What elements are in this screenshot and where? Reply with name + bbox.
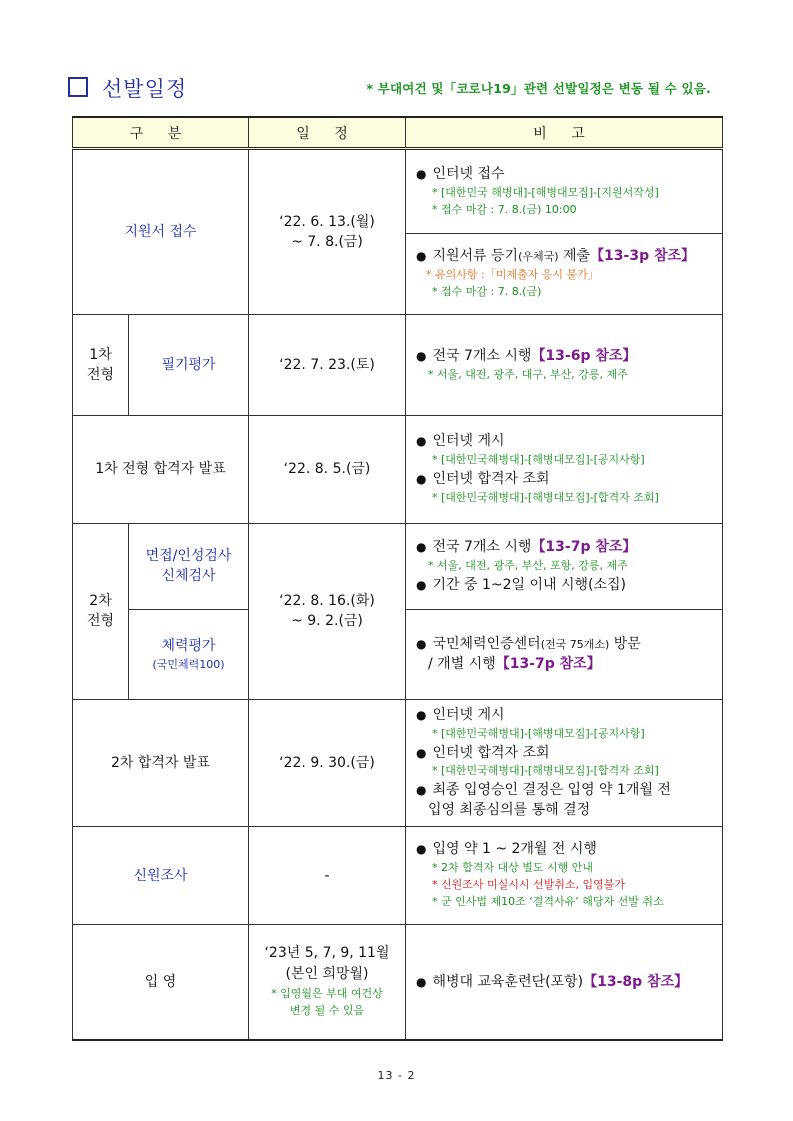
table-row	[73, 925, 723, 1040]
schedule-application	[249, 149, 406, 315]
date-end: ~ 7. 8.(금)	[291, 234, 363, 251]
remark-bullet-text: 전국 7개소 시행	[432, 348, 532, 364]
bullet-dot-icon: ●	[416, 539, 427, 554]
page-number: 13 - 2	[377, 1069, 416, 1082]
remark-bullet-text: 인터넷 게시	[432, 433, 505, 450]
remarks-cell	[406, 315, 723, 416]
remark-sub-note: * 서울, 대전, 광주, 부산, 포항, 강릉, 제주	[428, 558, 628, 572]
remark-small-text: (전국 75개소)	[540, 637, 610, 651]
enlistment-preference: (본인 희망월)	[285, 965, 369, 982]
remark-bullet-continuation: 입영 최종심의를 통해 결정	[428, 802, 591, 819]
remark-bullet-text: 인터넷 합격자 조회	[432, 744, 550, 761]
remark-bullet-continuation	[416, 655, 714, 674]
schedule-background-check: -	[249, 827, 406, 925]
remark-sub-note: * 2차 합격자 대상 별도 시행 안내	[432, 861, 593, 875]
remark-sub-note: * [대한민국 해병대]-[해병대모집]-[지원서작성]	[432, 185, 659, 199]
bullet-dot-icon: ●	[416, 249, 427, 264]
physical-exam-text: 신체검사	[161, 568, 216, 585]
remark-bullet	[416, 744, 714, 763]
page-reference: 【13-6p 참조】	[531, 348, 637, 364]
bullet-dot-icon: ●	[416, 577, 427, 592]
remark-bullet-tail: 제출	[558, 248, 591, 265]
remarks-cell	[406, 925, 723, 1040]
category-stage1-result: 1차 전형 합격자 발표	[73, 416, 249, 523]
fitness-program-text: (국민체력100)	[152, 657, 225, 671]
remark-sub-note: * [대한민국해병대]-[해병대모집]-[공지사항]	[432, 453, 645, 467]
header-remarks: 비 고	[406, 117, 723, 149]
remark-bullet-text: 인터넷 게시	[432, 706, 505, 723]
remark-bullet	[416, 165, 714, 184]
remarks-cell	[406, 609, 723, 699]
remark-bullet-text: 국민체력인증센터	[432, 635, 541, 652]
fitness-test-text: 체력평가	[161, 638, 216, 655]
section-header	[68, 73, 723, 103]
remark-small-text: (우체국)	[518, 250, 559, 264]
remark-bullet-tail: 방문	[609, 635, 641, 652]
remark-bullet	[416, 470, 714, 489]
remarks-cell	[406, 234, 723, 315]
bullet-dot-icon: ●	[416, 166, 427, 181]
table-header-row	[73, 117, 723, 149]
remark-bullet-text: 인터넷 접수	[432, 165, 505, 182]
bullet-dot-icon: ●	[416, 349, 427, 363]
remark-sub-note: * 접수 마감 : 7. 8.(금)	[432, 285, 542, 299]
selection-schedule-table	[72, 116, 723, 1041]
remark-bullet-text: 기간 중 1~2일 이내 시행(소집)	[432, 576, 626, 593]
page-reference: 【13-3p 참조】	[590, 248, 696, 265]
remark-bullet	[416, 247, 714, 266]
remark-bullet	[416, 538, 714, 557]
schedule-stage2	[249, 523, 406, 699]
enlistment-note: * 입영월은 부대 여건상	[271, 987, 383, 1001]
remarks-cell	[406, 699, 723, 826]
remarks-cell	[406, 416, 723, 523]
bullet-dot-icon: ●	[416, 745, 427, 760]
enlistment-note: 변경 될 수 있음	[289, 1004, 365, 1018]
remark-bullet	[416, 347, 714, 366]
remark-sub-note: * [대한민국해병대]-[해병대모집]-[합격자 조회]	[432, 764, 659, 778]
remark-sub-note: * [대한민국해병대]-[해병대모집]-[합격자 조회]	[432, 490, 659, 504]
remark-warning-note: * 신원조사 미실시시 선발취소, 입영불가	[432, 878, 625, 892]
header-schedule: 일 정	[249, 117, 406, 149]
bullet-dot-icon: ●	[416, 842, 427, 857]
bullet-dot-icon: ●	[416, 783, 427, 798]
remarks-cell	[406, 523, 723, 609]
stage-1-label: 1차 전형	[73, 315, 129, 416]
table-row	[73, 699, 723, 826]
schedule-enlistment	[249, 925, 406, 1040]
date-end: ~ 9. 2.(금)	[291, 613, 363, 630]
fitness-test-label	[129, 609, 249, 699]
table-row	[73, 149, 723, 234]
remark-warning-note: * 유의사항 :「미제출자 응시 불가」	[426, 268, 599, 282]
bullet-dot-icon: ●	[416, 707, 427, 722]
page-reference: 【13-7p 참조】	[495, 655, 601, 672]
bullet-dot-icon: ●	[416, 434, 427, 449]
table-row	[73, 827, 723, 925]
remark-bullet	[416, 781, 714, 800]
category-enlistment: 입 영	[73, 925, 249, 1040]
remarks-cell	[406, 149, 723, 234]
interview-label	[129, 523, 249, 609]
remark-bullet	[416, 840, 714, 859]
remark-bullet-text: / 개별 시행	[428, 655, 496, 672]
remarks-cell	[406, 827, 723, 925]
schedule-stage2-result: ‘22. 9. 30.(금)	[249, 699, 406, 826]
table-row	[73, 523, 723, 609]
date-start: ‘22. 6. 13.(월)	[279, 213, 375, 230]
remark-bullet	[416, 706, 714, 725]
remark-bullet	[416, 973, 714, 992]
bullet-dot-icon: ●	[416, 974, 427, 989]
remark-bullet	[416, 576, 714, 595]
remark-bullet-text: 지원서류 등기	[432, 248, 519, 265]
schedule-written-test: ‘22. 7. 23.(토)	[249, 315, 406, 416]
bullet-dot-icon: ●	[416, 472, 427, 487]
remark-bullet-text: 전국 7개소 시행	[432, 538, 532, 555]
remark-sub-note: * [대한민국해병대]-[해병대모집]-[공지사항]	[432, 726, 645, 740]
table-row	[73, 416, 723, 523]
checkbox-square-icon	[68, 77, 88, 97]
enlistment-months: ‘23년 5, 7, 9, 11월	[264, 945, 390, 962]
remark-sub-note: * 접수 마감 : 7. 8.(금) 10:00	[432, 202, 577, 216]
remark-bullet-text: 해병대 교육훈련단(포항)	[432, 973, 584, 990]
remark-bullet-text: 최종 입영승인 결정은 입영 약 1개월 전	[432, 782, 671, 799]
remark-sub-note: * 서울, 대전, 광주, 대구, 부산, 강릉, 제주	[428, 367, 628, 381]
remark-bullet	[416, 635, 714, 654]
page-reference: 【13-8p 참조】	[583, 973, 689, 990]
written-test-label: 필기평가	[129, 315, 249, 416]
bullet-dot-icon: ●	[416, 636, 427, 651]
schedule-stage1-result: ‘22. 8. 5.(금)	[249, 416, 406, 523]
remark-bullet	[416, 432, 714, 451]
section-title	[68, 73, 187, 103]
schedule-change-note: * 부대여건 및「코로나19」관련 선발일정은 변동 될 수 있음.	[366, 81, 711, 96]
date-start: ‘22. 8. 16.(화)	[279, 592, 375, 609]
interview-text: 면접/인성검사	[145, 547, 232, 564]
remark-sub-note: * 군 인사법 제10조 ‘결격사유’ 해당자 선발 취소	[432, 895, 664, 909]
category-application: 지원서 접수	[73, 149, 249, 315]
category-background-check: 신원조사	[73, 827, 249, 925]
remark-bullet-text: 입영 약 1 ~ 2개월 전 시행	[432, 841, 597, 858]
page-reference: 【13-7p 참조】	[531, 538, 637, 555]
table-row	[73, 315, 723, 416]
remark-bullet-text: 인터넷 합격자 조회	[432, 471, 550, 488]
header-category: 구 분	[73, 117, 249, 149]
section-title-text: 선발일정	[102, 77, 188, 101]
stage-2-label: 2차 전형	[73, 523, 129, 699]
category-stage2-result: 2차 합격자 발표	[73, 699, 249, 826]
